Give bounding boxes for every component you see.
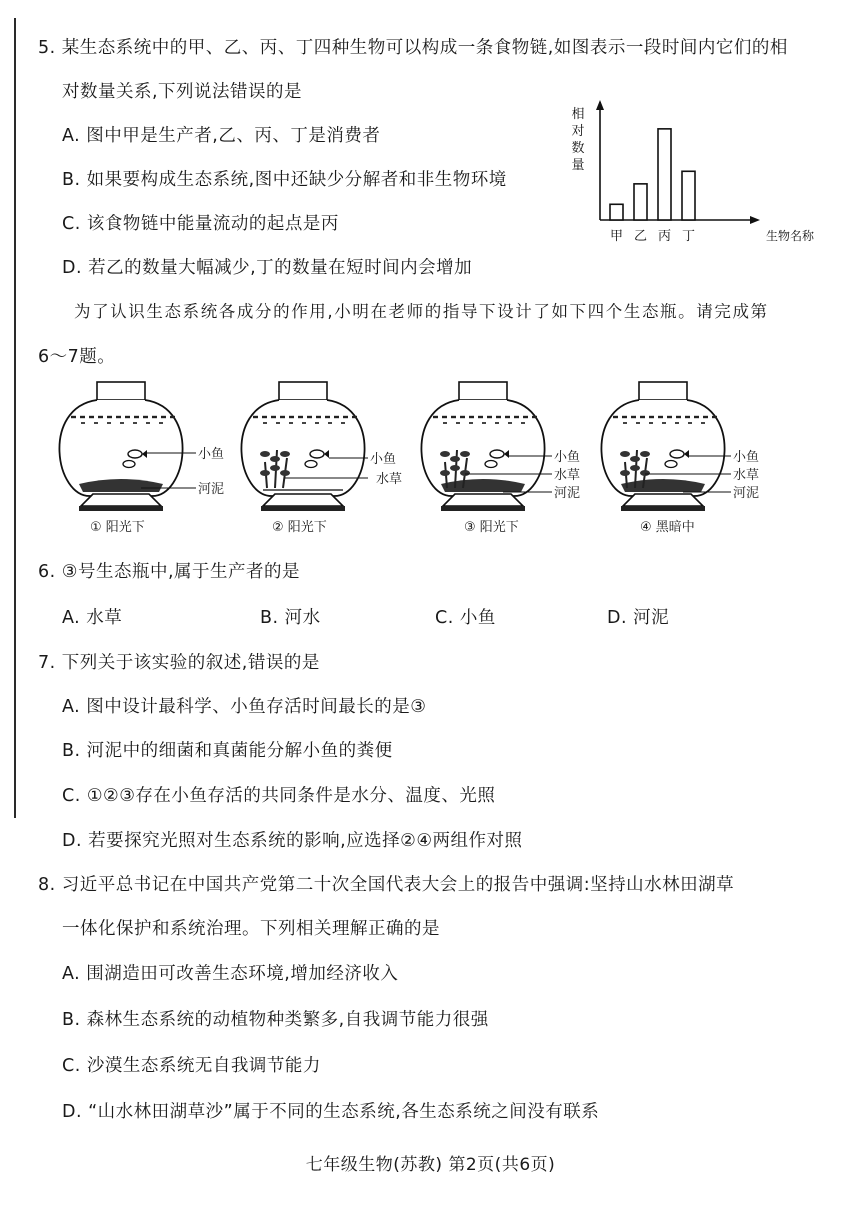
fish-icon: [305, 461, 317, 468]
weed-leaf: [260, 451, 270, 457]
jar3-callout-weed: 水草: [554, 468, 581, 483]
q5-option-b: B. 如果要构成生态系统,图中还缺少分解者和非生物环境: [62, 170, 507, 190]
x-tick-label: 乙: [633, 229, 648, 244]
q5-stem-line2: 对数量关系,下列说法错误的是: [62, 82, 303, 102]
weed-leaf: [640, 470, 650, 476]
q5-option-c: C. 该食物链中能量流动的起点是丙: [62, 214, 339, 234]
y-axis-label-char: 量: [571, 158, 585, 173]
bottle-neck: [639, 382, 687, 400]
q8-option-d: D. “山水林田湖草沙”属于不同的生态系统,各生态系统之间没有联系: [62, 1102, 600, 1122]
eco-bottle-2: [241, 382, 368, 511]
q7-stem: 7. 下列关于该实验的叙述,错误的是: [38, 653, 320, 673]
bottle-neck: [97, 382, 145, 400]
x-axis-label: 生物名称: [765, 229, 815, 243]
jar2-callout-weed: 水草: [376, 472, 403, 487]
bar: [634, 184, 647, 220]
bar: [658, 129, 671, 220]
q6-stem: 6. ③号生态瓶中,属于生产者的是: [38, 562, 301, 582]
jar1-callout-mud: 河泥: [198, 482, 225, 497]
x-tick-label: 甲: [609, 229, 624, 244]
q6-option-b: B. 河水: [260, 608, 321, 628]
y-axis-label-char: 数: [571, 141, 585, 156]
weed-leaf: [440, 470, 450, 476]
eco-bottle-3: [421, 382, 552, 511]
x-tick-label: 丙: [657, 229, 672, 244]
weed-leaf: [460, 451, 470, 457]
weed-leaf: [260, 470, 270, 476]
q5-option-d: D. 若乙的数量大幅减少,丁的数量在短时间内会增加: [62, 258, 473, 278]
q7-option-c: C. ①②③存在小鱼存活的共同条件是水分、温度、光照: [62, 786, 496, 806]
stand-base: [79, 506, 163, 511]
eco-bottle-4: [601, 382, 731, 511]
bottle-stand: [623, 494, 703, 506]
y-axis-arrow-icon: [596, 100, 604, 110]
intro-line1: 为了认识生态系统各成分的作用,小明在老师的指导下设计了如下四个生态瓶。请完成第: [74, 302, 769, 321]
q6-option-a: A. 水草: [62, 608, 123, 628]
y-axis-label-char: 对: [571, 124, 585, 139]
weed-leaf: [620, 470, 630, 476]
jar4-callout-fish: 小鱼: [733, 450, 760, 465]
q5-option-a: A. 图中甲是生产者,乙、丙、丁是消费者: [62, 126, 381, 146]
jar1-callout-fish: 小鱼: [198, 447, 225, 462]
jar1-caption: ① 阳光下: [90, 520, 145, 535]
bottle-neck: [459, 382, 507, 400]
weed-leaf: [640, 451, 650, 457]
q6-option-c: C. 小鱼: [435, 608, 496, 628]
bottle-stand: [443, 494, 523, 506]
x-tick-label: 丁: [681, 229, 696, 244]
jar4-callout-mud: 河泥: [733, 486, 760, 501]
eco-bottle-1: [59, 382, 196, 511]
relative-quantity-bar-chart: [560, 100, 815, 250]
weed-leaf: [450, 456, 460, 462]
y-axis-label-char: 相: [571, 107, 585, 122]
bar: [610, 204, 623, 220]
fish-icon: [128, 450, 142, 458]
x-axis-arrow-icon: [750, 216, 760, 224]
fish-icon: [670, 450, 684, 458]
bottle-neck: [279, 382, 327, 400]
intro-line2: 6～7题。: [38, 347, 116, 367]
jar4-callout-weed: 水草: [733, 468, 760, 483]
q8-stem-line1: 8. 习近平总书记在中国共产党第二十次全国代表大会上的报告中强调:坚持山水林田湖草: [38, 875, 735, 895]
jar2-caption: ② 阳光下: [272, 520, 327, 535]
stand-base: [441, 506, 525, 511]
fish-icon: [485, 461, 497, 468]
weed-leaf: [440, 451, 450, 457]
jar3-callout-mud: 河泥: [554, 486, 581, 501]
eco-bottles-figure: [0, 380, 861, 530]
bottle-body: [241, 400, 364, 496]
weed-leaf: [630, 456, 640, 462]
fish-icon: [665, 461, 677, 468]
fish-icon: [123, 461, 135, 468]
q7-option-b: B. 河泥中的细菌和真菌能分解小鱼的粪便: [62, 741, 393, 761]
stand-base: [621, 506, 705, 511]
jar2-callout-fish: 小鱼: [370, 452, 397, 467]
weed-leaf: [620, 451, 630, 457]
fish-icon: [490, 450, 504, 458]
q5-stem-line1: 5. 某生态系统中的甲、乙、丙、丁四种生物可以构成一条食物链,如图表示一段时间内它们的相: [38, 38, 788, 58]
weed-leaf: [270, 456, 280, 462]
weed-leaf: [280, 451, 290, 457]
weed-leaf: [460, 470, 470, 476]
weed-leaf: [630, 465, 640, 471]
bottle-stand: [263, 494, 343, 506]
jar3-caption: ③ 阳光下: [464, 520, 519, 535]
q8-option-b: B. 森林生态系统的动植物种类繁多,自我调节能力很强: [62, 1010, 489, 1030]
jar3-callout-fish: 小鱼: [554, 450, 581, 465]
q8-option-c: C. 沙漠生态系统无自我调节能力: [62, 1056, 321, 1076]
bar: [682, 171, 695, 220]
q7-option-a: A. 图中设计最科学、小鱼存活时间最长的是③: [62, 697, 427, 717]
page-footer: 七年级生物(苏教) 第2页(共6页): [305, 1155, 556, 1175]
bottle-stand: [81, 494, 161, 506]
q6-option-d: D. 河泥: [607, 608, 670, 628]
q7-option-d: D. 若要探究光照对生态系统的影响,应选择②④两组作对照: [62, 831, 523, 851]
weed-leaf: [280, 470, 290, 476]
q8-stem-line2: 一体化保护和系统治理。下列相关理解正确的是: [62, 919, 440, 939]
q8-option-a: A. 围湖造田可改善生态环境,增加经济收入: [62, 964, 399, 984]
fish-icon: [310, 450, 324, 458]
weed-leaf: [270, 465, 280, 471]
stand-base: [261, 506, 345, 511]
jar4-caption: ④ 黑暗中: [640, 520, 695, 535]
weed-leaf: [450, 465, 460, 471]
